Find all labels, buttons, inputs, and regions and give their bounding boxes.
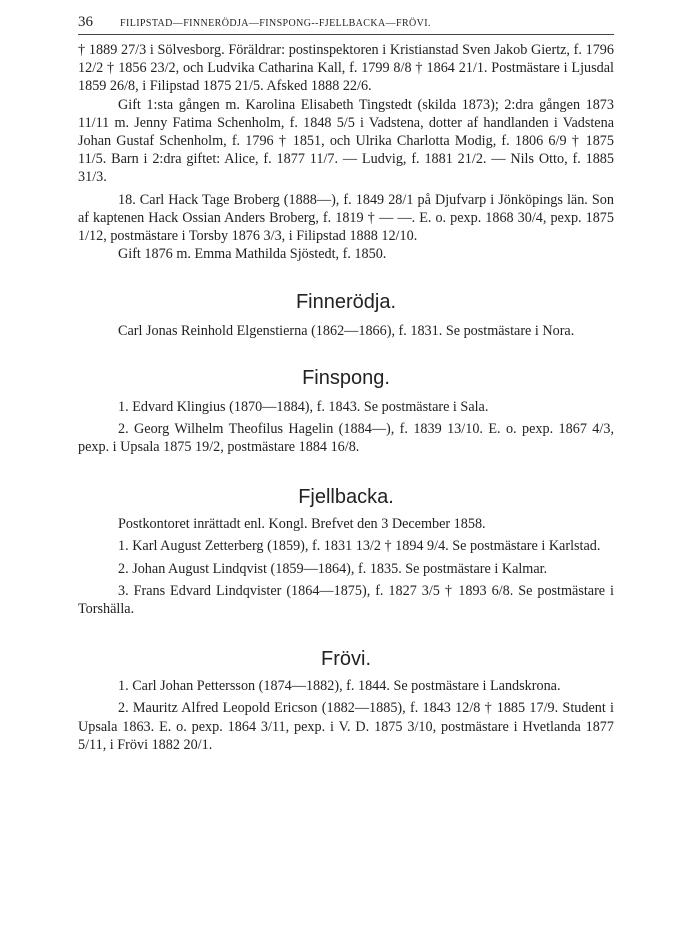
entry-paragraph: 2. Georg Wilhelm Theofilus Hagelin (1884—), f. 1839 13/10. E. o. pexp. 1867 4/3, pexp. i Upsala 1875 19/2, postmästare 1884 16/8. bbox=[78, 420, 614, 456]
entry-paragraph: 1. Edvard Klingius (1870—1884), f. 1843. Se postmästare i Sala. bbox=[118, 398, 489, 415]
entry-paragraph: † 1889 27/3 i Sölvesborg. Föräldrar: postinspektoren i Kristianstad Sven Jakob Giertz, f. 1796 12/2 † 1856 23/2, och Ludvika Catharina Kall, f. 1799 8/8 † 1864 21/1. Postmästare i Ljusdal 1859 26/8, i Filipstad 1875 21/5. Afsked 1888 22/6. bbox=[78, 42, 614, 95]
page-header bbox=[78, 14, 614, 34]
entry-paragraph: 1. Karl August Zetterberg (1859), f. 1831 13/2 † 1894 9/4. Se postmästare i Karlstad. bbox=[118, 538, 601, 555]
entry-paragraph: Postkontoret inrättadt enl. Kongl. Brefvet den 3 December 1858. bbox=[118, 516, 486, 533]
header-rule bbox=[78, 34, 614, 35]
entry-paragraph: 18. Carl Hack Tage Broberg (1888—), f. 1849 28/1 på Djufvarp i Jönköpings län. Son af kaptenen Hack Ossian Anders Broberg, f. 1819 † — —. E. o. pexp. 1868 30/4, pexp. 1875 1/12, postmästare i Torsby 1876 3/3, i Filipstad 1888 12/10. bbox=[78, 191, 614, 245]
running-title: FILIPSTAD—FINNERÖDJA—FINSPONG--FJELLBACKA—FRÖVI. bbox=[120, 18, 431, 29]
entry-paragraph: Carl Jonas Reinhold Elgenstierna (1862—1866), f. 1831. Se postmästare i Nora. bbox=[118, 323, 575, 340]
entry-paragraph: 1. Carl Johan Pettersson (1874—1882), f. 1844. Se postmästare i Landskrona. bbox=[118, 678, 561, 695]
entry-paragraph: Gift 1:sta gången m. Karolina Elisabeth Tingstedt (skilda 1873); 2:dra gången 1873 11/11 m. Jenny Fatima Schenholm, f. 1848 5/5 i Vadstena, dotter af handlanden i Vadstena Johan Gustaf Schenholm, f. 1796 † 1851, och Ulrika Charlotta Modig, f. 1806 6/9 † 1875 11/5. Barn i 2:dra giftet: Alice, f. 1877 11/7. — Ludvig, f. 1881 21/2. — Nils Otto, f. 1885 31/3. bbox=[78, 96, 614, 186]
section-title: Frövi. bbox=[321, 648, 371, 671]
entry-paragraph: 3. Frans Edvard Lindqvister (1864—1875), f. 1827 3/5 † 1893 6/8. Se postmästare i Torshälla. bbox=[78, 582, 614, 618]
entry-paragraph: Gift 1876 m. Emma Mathilda Sjöstedt, f. 1850. bbox=[118, 246, 387, 263]
section-title: Finspong. bbox=[302, 366, 390, 389]
section-title: Fjellbacka. bbox=[298, 486, 394, 509]
entry-paragraph: 2. Johan August Lindqvist (1859—1864), f. 1835. Se postmästare i Kalmar. bbox=[118, 560, 548, 577]
section-title: Finnerödja. bbox=[295, 291, 397, 314]
entry-paragraph: 2. Mauritz Alfred Leopold Ericson (1882—1885), f. 1843 12/8 † 1885 17/9. Student i Upsala 1863. E. o. pexp. 1864 3/11, pexp. i V. D. 1875 3/10, postmästare i Hvetlanda 1877 5/11, i Frövi 1882 20/1. bbox=[78, 700, 614, 753]
page-number: 36 bbox=[78, 14, 93, 30]
document-page bbox=[78, 14, 614, 754]
